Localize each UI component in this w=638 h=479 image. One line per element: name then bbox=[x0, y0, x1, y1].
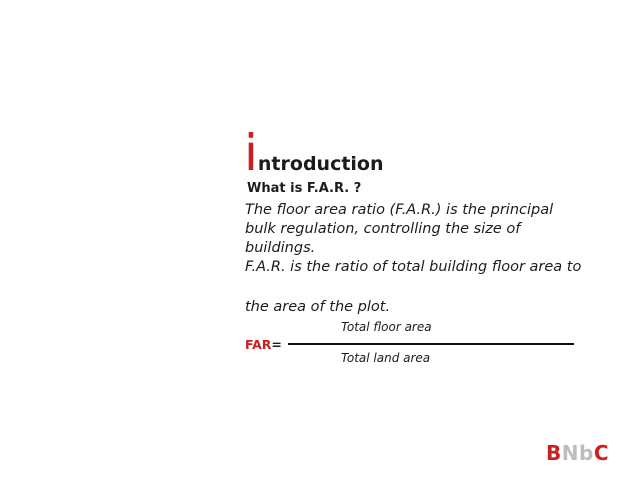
formula-label bbox=[245, 337, 282, 352]
logo-part-b: B bbox=[546, 441, 562, 465]
far-text: FAR bbox=[245, 337, 272, 352]
logo bbox=[546, 441, 609, 465]
body-line: buildings. bbox=[245, 240, 316, 256]
slide-title bbox=[244, 124, 384, 182]
logo-part-c: C bbox=[593, 441, 609, 465]
subtitle: What is F.A.R. ? bbox=[247, 181, 362, 196]
formula-numerator: Total floor area bbox=[341, 320, 432, 334]
body-line: The floor area ratio (F.A.R.) is the principal bbox=[245, 202, 554, 218]
body-text bbox=[245, 201, 605, 317]
body-line: bulk regulation, controlling the size of bbox=[245, 221, 521, 237]
equals-sign: = bbox=[271, 337, 282, 352]
title-first-letter: i bbox=[244, 124, 257, 182]
formula-denominator: Total land area bbox=[341, 351, 431, 365]
body-line: F.A.R. is the ratio of total building floor area to bbox=[245, 259, 582, 275]
title-rest: ntroduction bbox=[257, 153, 384, 175]
fraction-bar bbox=[288, 343, 574, 345]
logo-part-nb: Nb bbox=[561, 441, 594, 465]
body-line: the area of the plot. bbox=[245, 299, 391, 315]
